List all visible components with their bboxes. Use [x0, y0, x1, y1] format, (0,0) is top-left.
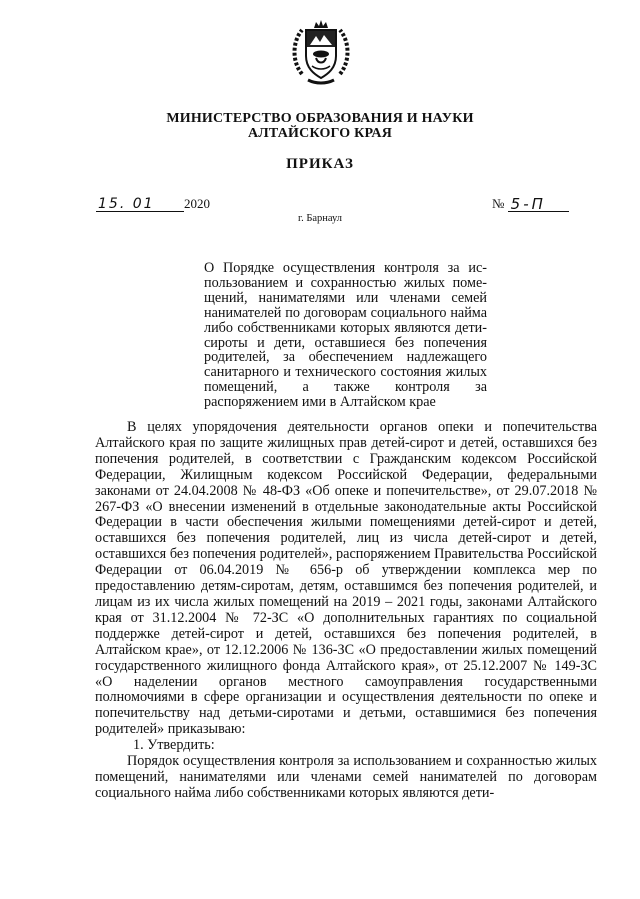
- preamble-paragraph: В целях упорядочения деятельности органов опеки и попечительства Алтайского края по защите жилищных прав детей-сирот и детей, оставшихся без попечения родителей, в соответствии с Гражданским кодексом Российской Федерации, Жилищным кодексом Российской Федерации, федеральными законами от 24.04.2008 № 48-ФЗ «Об опеке и попечительстве», от 29.07.2018 № 267-ФЗ «О внесении изменений в отдельные законодательные акты Российской Федерации в части обеспечения жилыми помещениями детей-сирот и детей, оставшихся без попечения родителей, лиц из числа детей-сирот и детей, оставшихся без попечения родителей», распоряжением Правительства Российской Федерации от 06.04.2019 № 656-р об утверждении комплекса мер по предоставлению детям-сиротам, детям, оставшимся без попечения родителей, и лицам из их числа жилых помещений на 2019 – 2021 годы, законами Алтайского края от 31.12.2004 № 72-ЗС «О дополнительных гарантиях по социальной поддержке детей-сирот и детей, оставшихся без попечения родителей, в Алтайском крае», от 12.12.2006 № 136-ЗС «О предоставлении жилых помещений государственного жилищного фонда Алтайского края», от 25.12.2007 № 149-ЗС «О наделении органов местного самоуправления государственными полномочиями в сфере организации и осуществления деятельности по опеке и попечительству над детьми-сиротами и детьми, оставшимися без попечения родителей» приказываю:: [95, 419, 597, 738]
- order-subject: О Порядке осуществления контроля за использованием и сохранностью жилых помещений, нанимателями или членами семей нанимателей по договорам социального найма либо собственниками которых являются дети-сироты и дети, оставшиеся без попечения родителей, за обеспечением надлежащего санитарного и технического состояния жилых помещений, а также контроля за распоряжением ими в Алтайском крае: [204, 260, 487, 411]
- order-year: 2020: [184, 196, 210, 211]
- coat-of-arms-icon: [290, 16, 352, 88]
- order-body: [95, 420, 597, 802]
- number-sign: №: [492, 196, 505, 211]
- ministry-name-line1: МИНИСТЕРСТВО ОБРАЗОВАНИЯ И НАУКИ: [166, 111, 474, 126]
- handwritten-number: 5-П: [508, 197, 569, 212]
- order-number: [492, 196, 569, 212]
- document-type-title: ПРИКАЗ: [286, 156, 354, 172]
- ministry-name-line2: АЛТАЙСКОГО КРАЯ: [247, 126, 393, 141]
- city: г. Барнаул: [297, 213, 343, 224]
- item-1-paragraph: Порядок осуществления контроля за использованием и сохранностью жилых помещений, нанимателями или членами семей нанимателей по договорам социального найма либо собственниками которых являются дети-: [95, 753, 597, 801]
- item-1-heading: 1. Утвердить:: [133, 737, 215, 754]
- handwritten-date: 15. 01: [96, 197, 184, 212]
- order-date: [96, 196, 210, 212]
